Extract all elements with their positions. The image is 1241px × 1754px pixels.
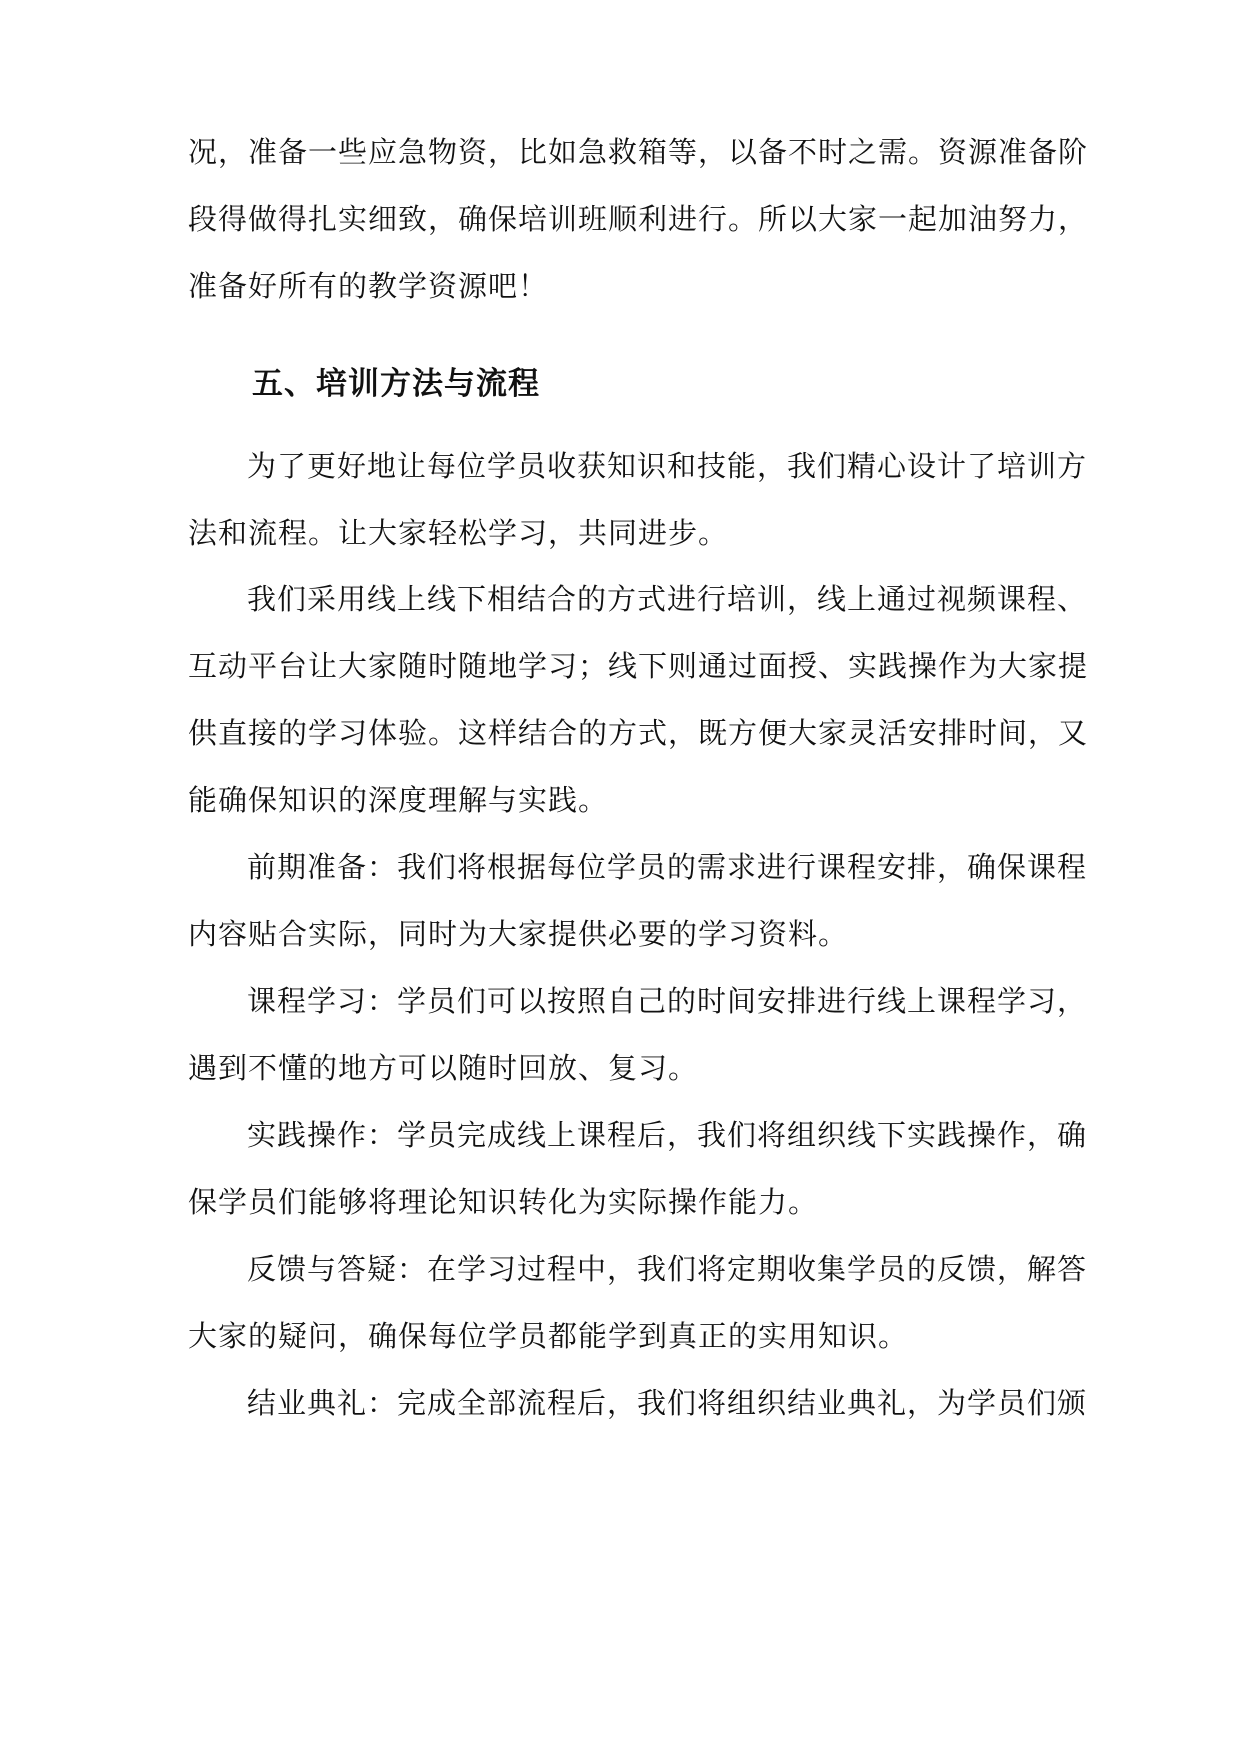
paragraph-2-line-3: 供直接的学习体验。这样结合的方式，既方便大家灵活安排时间，又	[188, 716, 1089, 750]
paragraph-6-line-2: 大家的疑问，确保每位学员都能学到真正的实用知识。	[188, 1319, 909, 1353]
paragraph-4-line-2: 遇到不懂的地方可以随时回放、复习。	[188, 1051, 699, 1085]
paragraph-4-line-1: 课程学习：学员们可以按照自己的时间安排进行线上课程学习，	[247, 984, 1088, 1018]
paragraph-1-line-2: 法和流程。让大家轻松学习，共同进步。	[188, 516, 729, 550]
paragraph-3-line-2: 内容贴合实际，同时为大家提供必要的学习资料。	[188, 917, 849, 951]
paragraph-5-line-2: 保学员们能够将理论知识转化为实际操作能力。	[188, 1185, 819, 1219]
paragraph-2-line-4: 能确保知识的深度理解与实践。	[188, 783, 609, 817]
paragraph-5-line-1: 实践操作：学员完成线上课程后，我们将组织线下实践操作，确	[247, 1118, 1088, 1152]
paragraph-7-line-1: 结业典礼：完成全部流程后，我们将组织结业典礼，为学员们颁	[247, 1386, 1088, 1420]
paragraph-intro-line-2: 段得做得扎实细致，确保培训班顺利进行。所以大家一起加油努力，	[188, 202, 1089, 236]
paragraph-6-line-1: 反馈与答疑：在学习过程中，我们将定期收集学员的反馈，解答	[247, 1252, 1088, 1286]
paragraph-1-line-1: 为了更好地让每位学员收获知识和技能，我们精心设计了培训方	[247, 449, 1088, 483]
paragraph-intro-line-1: 况，准备一些应急物资，比如急救箱等，以备不时之需。资源准备阶	[188, 135, 1089, 169]
section-heading: 五、培训方法与流程	[252, 366, 540, 402]
paragraph-2-line-1: 我们采用线上线下相结合的方式进行培训，线上通过视频课程、	[247, 582, 1088, 616]
paragraph-3-line-1: 前期准备：我们将根据每位学员的需求进行课程安排，确保课程	[247, 850, 1088, 884]
paragraph-2-line-2: 互动平台让大家随时随地学习；线下则通过面授、实践操作为大家提	[188, 649, 1089, 683]
paragraph-intro-line-3: 准备好所有的教学资源吧！	[188, 269, 549, 303]
